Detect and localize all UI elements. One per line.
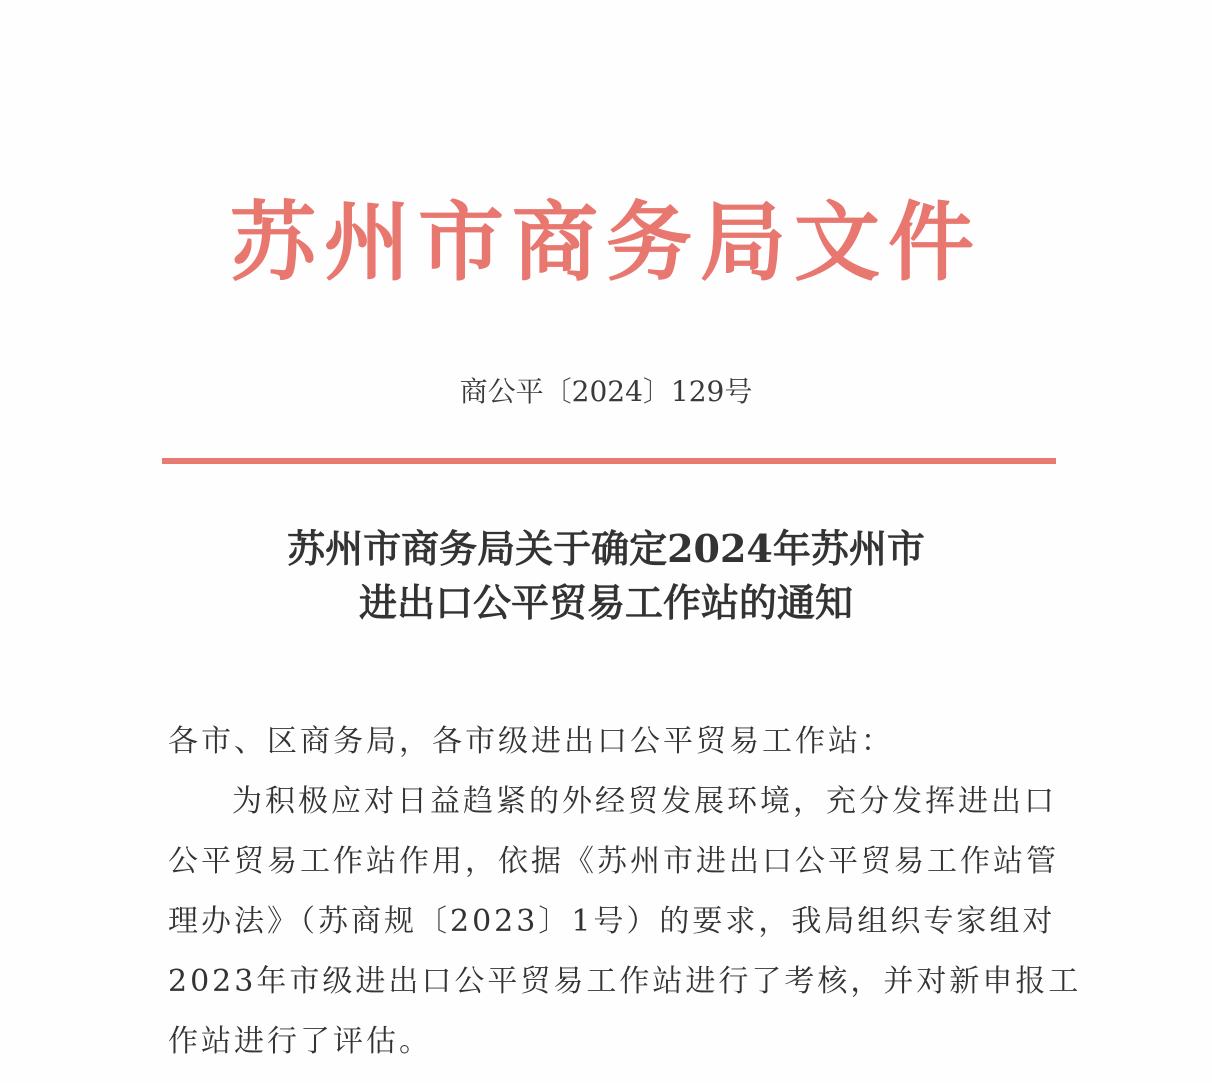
document-number: 商公平〔2024〕129号 xyxy=(459,375,753,408)
document-body xyxy=(168,712,1082,1072)
body-line: 公平贸易工作站作用，依据《苏州市进出口公平贸易工作站管 xyxy=(168,844,1059,879)
body-line: 为积极应对日益趋紧的外经贸发展环境，充分发挥进出口 xyxy=(232,784,1057,819)
notice-title xyxy=(160,522,1052,630)
body-line: 2023年市级进出口公平贸易工作站进行了考核，并对新申报工 xyxy=(168,964,1082,999)
document-header-title: 苏州市商务局文件 xyxy=(230,192,982,293)
header-divider xyxy=(162,458,1056,464)
notice-title-line-1: 苏州市商务局关于确定2024年苏州市 xyxy=(287,526,925,571)
body-line: 理办法》（苏商规〔2023〕1号）的要求，我局组织专家组对 xyxy=(168,904,1056,939)
body-line: 作站进行了评估。 xyxy=(168,1024,432,1059)
salutation: 各市、区商务局，各市级进出口公平贸易工作站： xyxy=(168,724,894,759)
notice-title-line-2: 进出口公平贸易工作站的通知 xyxy=(358,580,853,625)
